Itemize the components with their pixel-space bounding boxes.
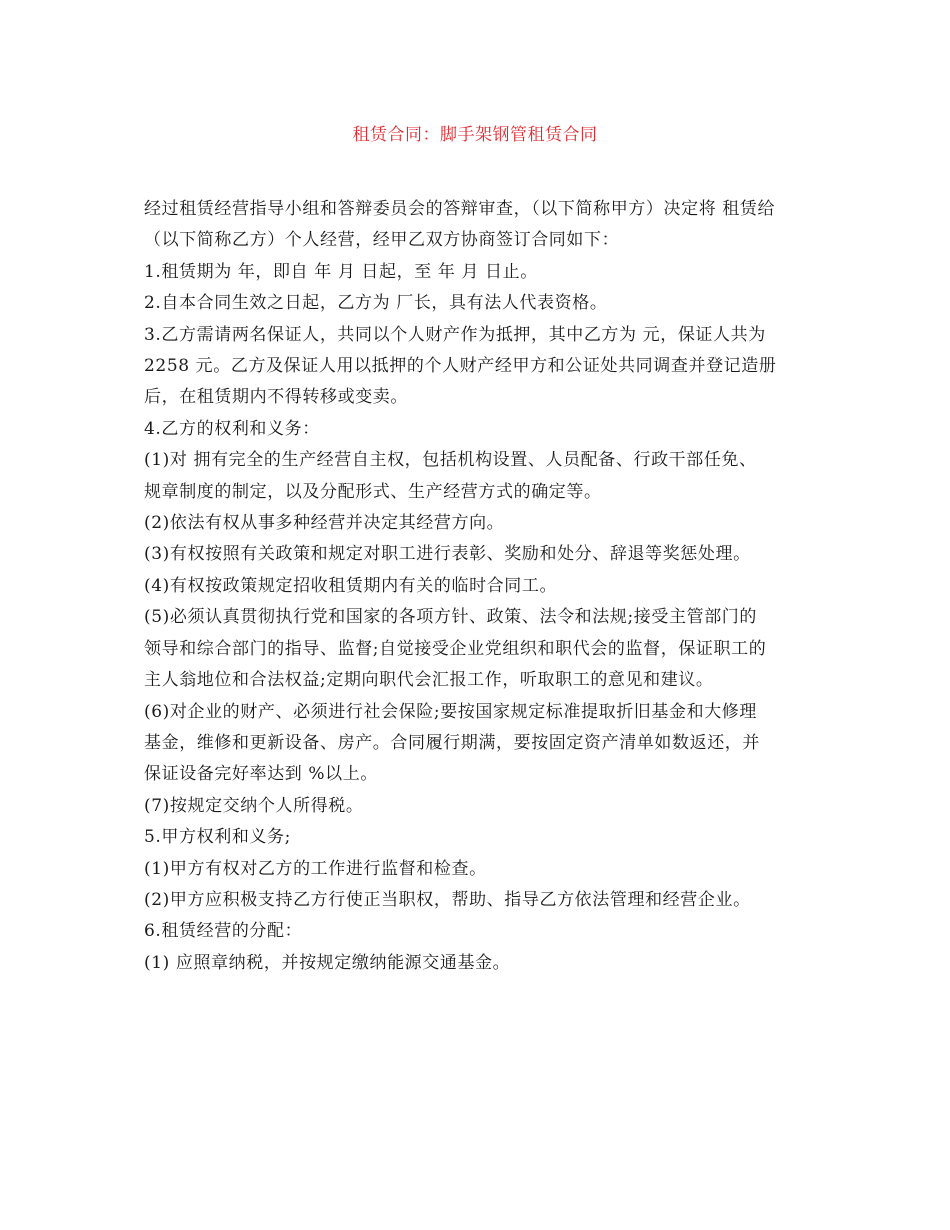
body-line: (5)必须认真贯彻执行党和国家的各项方针、政策、法令和法规;接受主管部门的 bbox=[144, 607, 758, 628]
body-line: (6)对企业的财产、必须进行社会保险;要按国家规定标准提取折旧基金和大修理 bbox=[144, 701, 758, 722]
body-line: 基金，维修和更新设备、房产。合同履行期满，要按固定资产清单如数返还，并 bbox=[144, 732, 760, 753]
document-body bbox=[144, 194, 812, 979]
body-line: (3)有权按照有关政策和规定对职工进行表彰、奖励和处分、辞退等奖惩处理。 bbox=[144, 544, 751, 565]
body-line: 保证设备完好率达到 %以上。 bbox=[144, 764, 378, 785]
body-line: (1) 应照章纳税，并按规定缴纳能源交通基金。 bbox=[144, 952, 511, 973]
body-line: (1)甲方有权对乙方的工作进行监督和检查。 bbox=[144, 858, 487, 879]
body-line: 主人翁地位和合法权益;定期向职代会汇报工作，听取职工的意见和建议。 bbox=[144, 670, 714, 691]
body-line: (2)甲方应积极支持乙方行使正当职权，帮助、指导乙方依法管理和经营企业。 bbox=[144, 889, 751, 910]
body-line: (7)按规定交纳个人所得税。 bbox=[144, 795, 364, 816]
body-line: 2258 元。乙方及保证人用以抵押的个人财产经甲方和公证处共同调查并登记造册 bbox=[144, 356, 777, 377]
body-line: （以下简称乙方）个人经营，经甲乙双方协商签订合同如下： bbox=[144, 230, 620, 251]
document-title: 租赁合同：脚手架钢管租赁合同 bbox=[352, 125, 598, 145]
body-line: 4.乙方的权利和义务： bbox=[144, 418, 320, 439]
body-line: 2.自本合同生效之日起，乙方为 厂长，具有法人代表资格。 bbox=[144, 293, 608, 314]
body-line: 领导和综合部门的指导、监督;自觉接受企业党组织和职代会的监督，保证职工的 bbox=[144, 638, 767, 659]
body-line: 1.租赁期为 年，即自 年 月 日起，至 年 月 日止。 bbox=[144, 261, 538, 282]
body-line: 3.乙方需请两名保证人，共同以个人财产作为抵押，其中乙方为 元，保证人共为 bbox=[144, 324, 766, 345]
body-line: (4)有权按政策规定招收租赁期内有关的临时合同工。 bbox=[144, 575, 558, 596]
body-line: (2)依法有权从事多种经营并决定其经营方向。 bbox=[144, 513, 505, 534]
body-line: 经过租赁经营指导小组和答辩委员会的答辩审查，（以下简称甲方）决定将 租赁给 bbox=[144, 199, 776, 219]
body-line: 规章制度的制定，以及分配形式、生产经营方式的确定等。 bbox=[144, 481, 602, 502]
body-line: 5.甲方权利和义务; bbox=[144, 827, 291, 848]
body-line: (1)对 拥有完全的生产经营自主权，包括机构设置、人员配备、行政干部任免、 bbox=[144, 450, 757, 471]
body-line: 6.租赁经营的分配： bbox=[144, 921, 303, 942]
body-line: 后，在租赁期内不得转移或变卖。 bbox=[144, 387, 408, 408]
